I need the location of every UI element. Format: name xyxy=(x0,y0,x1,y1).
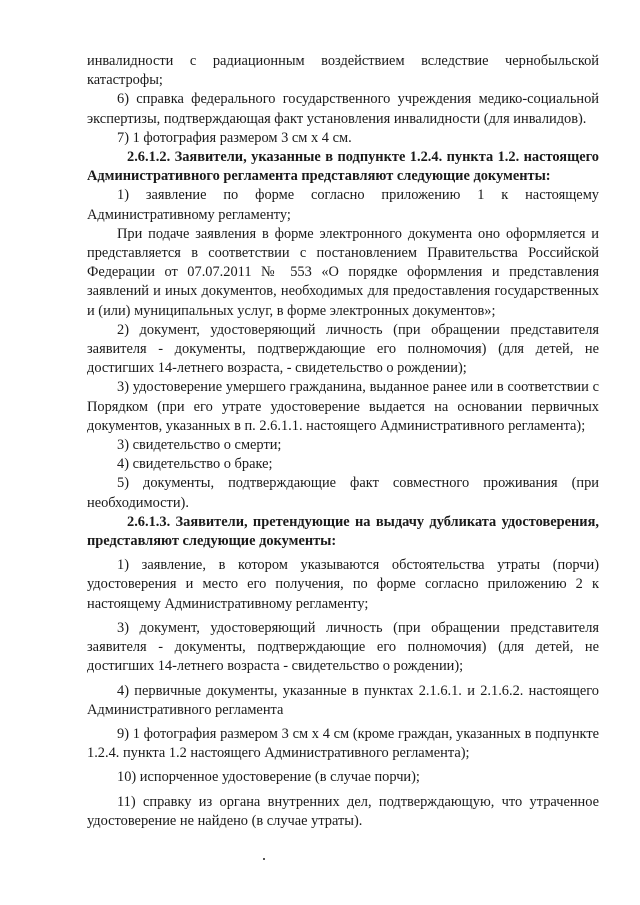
paragraph-item-7-photo: 7) 1 фотография размером 3 см х 4 см. xyxy=(117,129,352,146)
paragraph-item-4-marriage-certificate: 4) свидетельство о браке; xyxy=(117,456,273,473)
paragraph-electronic-submission: При подаче заявления в форме электронного документа оно оформляется и представляется в соответствии с постановлением Правительства Российской Федерации от 07.07.2011 № 553 «О порядке оформления и представления заявлений и иных документов, необходимых для предоставления государственных и (или) муниципальных услуг, в форме электронных документов»; xyxy=(87,225,599,319)
paragraph-dup-item-3-identity-document: 3) документ, удостоверяющий личность (при обращении представителя заявителя - документы, подтверждающие его полномочия) (для детей, не достигших 14-летнего возраста - свидетельство о рождении); xyxy=(87,619,599,675)
paragraph-item-2-identity-document: 2) документ, удостоверяющий личность (при обращении представителя заявителя - документы, подтверждающие его полномочия) (для детей, не достигших 14-летнего возраста, - свидетельство о рождении); xyxy=(87,321,599,377)
section-heading-2-6-1-3: 2.6.1.3. Заявители, претендующие на выдачу дубликата удостоверения, представляют следующие документы: xyxy=(87,513,599,550)
paragraph-dup-item-10-damaged: 10) испорченное удостоверение (в случае порчи); xyxy=(117,769,420,786)
document-body xyxy=(87,52,599,831)
paragraph-dup-item-11-police-certificate: 11) справку из органа внутренних дел, подтверждающую, что утраченное удостоверение не найдено (в случае утраты). xyxy=(87,793,599,829)
paragraph-dup-item-1-application: 1) заявление, в котором указываются обстоятельства утраты (порчи) удостоверения и место его получения, по форме согласно приложению 2 к настоящему Административному регламенту; xyxy=(87,557,599,612)
paragraph-item-6-mse-certificate: 6) справка федерального государственного учреждения медико-социальной экспертизы, подтверждающая факт установления инвалидности (для инвалидов). xyxy=(87,91,599,127)
scan-speck xyxy=(263,858,265,860)
paragraph-dup-item-9-photo: 9) 1 фотография размером 3 см х 4 см (кроме граждан, указанных в подпункте 1.2.4. пункта 1.2 настоящего Административного регламента); xyxy=(87,725,599,762)
paragraph-disability-radiation: инвалидности с радиационным воздействием вследствие чернобыльской катастрофы; xyxy=(87,53,599,89)
paragraph-dup-item-4-primary-documents: 4) первичные документы, указанные в пунктах 2.1.6.1. и 2.1.6.2. настоящего Административного регламента xyxy=(87,682,599,718)
paragraph-item-3-death-certificate: 3) свидетельство о смерти; xyxy=(117,437,282,454)
paragraph-item-1-application: 1) заявление по форме согласно приложению 1 к настоящему Административному регламенту; xyxy=(87,187,599,223)
section-heading-2-6-1-2: 2.6.1.2. Заявители, указанные в подпункте 1.2.4. пункта 1.2. настоящего Административного регламента представляют следующие документы: xyxy=(87,149,599,185)
paragraph-item-3-deceased-certificate: 3) удостоверение умершего гражданина, выданное ранее или в соответствии с Порядком (при его утрате удостоверение выдается на основании первичных документов, указанных в п. 2.6.1.1. настоящего Административного регламента); xyxy=(87,379,599,434)
paragraph-item-5-cohabitation: 5) документы, подтверждающие факт совместного проживания (при необходимости). xyxy=(87,475,599,511)
